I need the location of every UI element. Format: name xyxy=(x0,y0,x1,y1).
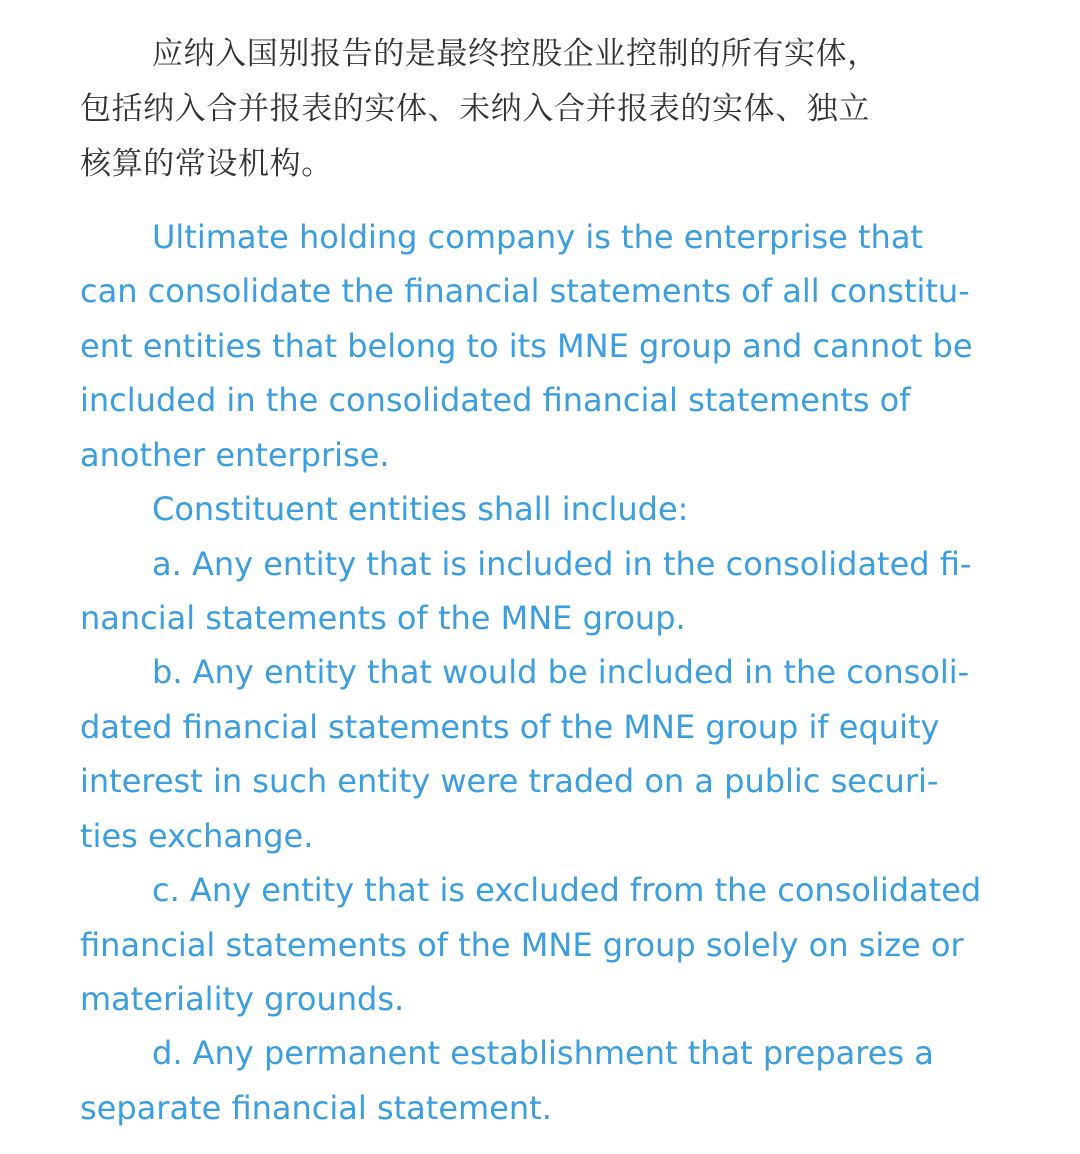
definition-line-2: can consolidate the financial statements of all constitu- xyxy=(80,272,970,310)
constituent-entities-intro: Constituent entities shall include: xyxy=(152,490,689,528)
item-b-line-2: dated financial statements of the MNE group if equity xyxy=(80,708,940,746)
item-b-line-1: b. Any entity that would be included in the consoli- xyxy=(152,653,970,691)
definition-line-1: Ultimate holding company is the enterprise that xyxy=(152,218,923,256)
item-d-line-2: separate financial statement. xyxy=(80,1089,552,1127)
item-b-line-4: ties exchange. xyxy=(80,817,314,855)
item-c-line-1: c. Any entity that is excluded from the consolidated xyxy=(152,871,982,909)
item-a-line-1: a. Any entity that is included in the consolidated fi- xyxy=(152,545,972,583)
item-c-line-2: financial statements of the MNE group solely on size or xyxy=(80,926,964,964)
definition-line-5: another enterprise. xyxy=(80,436,390,474)
item-c-line-3: materiality grounds. xyxy=(80,980,405,1018)
chinese-line-3: 核算的常设机构。 xyxy=(80,146,333,182)
item-b-line-3: interest in such entity were traded on a public securi- xyxy=(80,762,939,800)
item-d-line-1: d. Any permanent establishment that prepares a xyxy=(152,1034,934,1072)
chinese-line-1: 应纳入国别报告的是最终控股企业控制的所有实体， xyxy=(152,36,879,72)
definition-line-4: included in the consolidated financial statements of xyxy=(80,381,911,419)
chinese-line-2: 包括纳入合并报表的实体、未纳入合并报表的实体、独立 xyxy=(80,91,870,127)
definition-line-3: ent entities that belong to its MNE group and cannot be xyxy=(80,327,973,365)
item-a-line-2: nancial statements of the MNE group. xyxy=(80,599,686,637)
